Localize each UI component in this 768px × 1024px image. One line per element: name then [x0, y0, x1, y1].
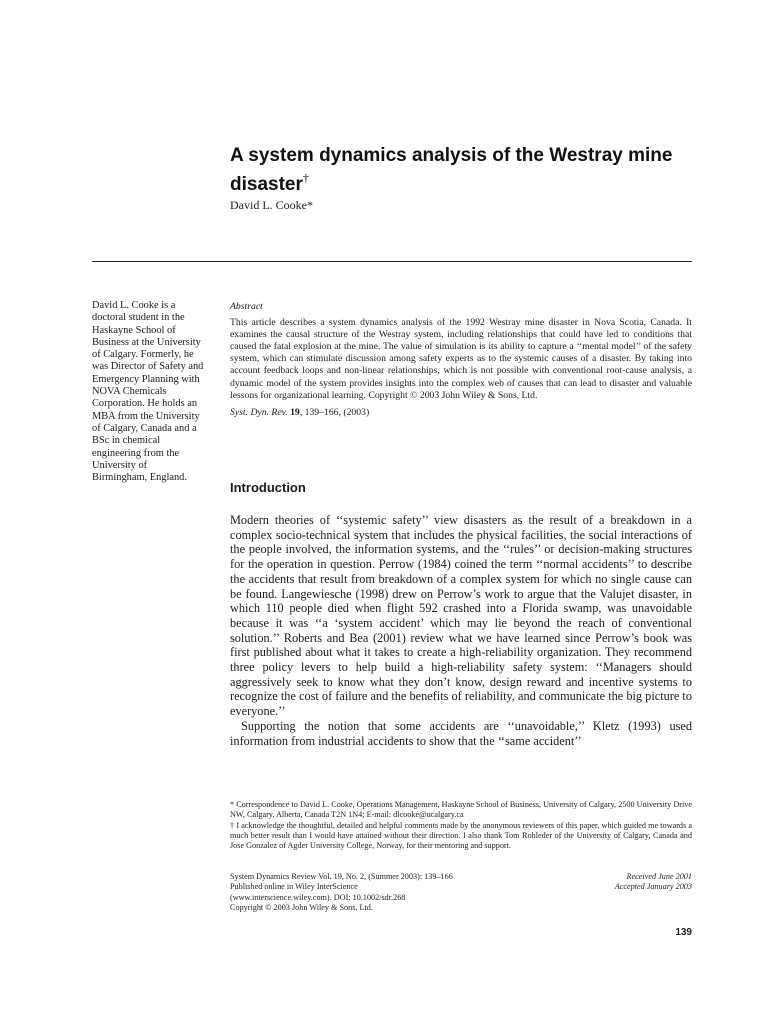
author-bio: David L. Cooke is a doctoral student in the Haskayne School of Business at the University of Calgary. Formerly, he was Director of Safety and Emergency Planning with NOVA Chemicals Corporation. He holds an MBA from the University of Calgary, Canada and a BSc in chemical engineering from the University of Birmingham, England.	[92, 300, 204, 484]
header-rule	[92, 261, 692, 262]
pubinfo-line: System Dynamics Review Vol. 19, No. 2, (Summer 2003): 139–166	[230, 872, 453, 881]
article-title	[230, 145, 700, 196]
pubinfo-line: Published online in Wiley InterScience	[230, 882, 358, 892]
body-paragraph: Modern theories of ‘‘systemic safety’’ view disasters as the result of a breakdown in a complex socio-technical system that includes the physical facilities, the social interactions of the people involved, the information systems, and the ‘‘rules’’ or decision-making structures for the operation in question. Perrow (1984) coined the term ‘‘normal accidents’’ to describe the accidents that result from breakdown of a complex system for which no single cause can be found. Langewiesche (1998) drew on Perrow’s work to argue that the Valujet disaster, in which 110 people died when flight 592 crashed into a Florida swamp, was unavoidable because it was ‘‘a ‘system accident’ which may lie beyond the reach of conventional solution.’’ Roberts and Bea (2001) review what we have learned since Perrow’s book was first published about what it takes to create a high-reliability organization. They recommend three policy levers to help build a high-reliability safety system: ‘‘Managers should aggressively seek to know what they don’t know, design reward and incentive systems to recognize the cost of failure and the benefits of reliability, and communicate the big picture to everyone.’’	[230, 513, 692, 719]
title-footnote-mark: †	[302, 171, 309, 185]
publication-info	[230, 872, 530, 913]
footnote-acknowledgement: † I acknowledge the thoughtful, detailed and helpful comments made by the anonymous reviewers of this paper, which guided me towards a much better result than I would have attained without their direction. I also thank Tom Rohleder of the University of Calgary, Canada and Jose Gonzalez of Agder University College, Norway, for their mentoring and support.	[230, 820, 692, 851]
received-date: Received June 2001	[626, 872, 692, 881]
title-text: A system dynamics analysis of the Westray mine disaster	[230, 145, 673, 195]
footnote-correspondence: * Correspondence to David L. Cooke, Operations Management, Haskayne School of Business, University of Calgary, 2500 University Drive NW, Calgary, Alberta, Canada T2N 1N4; E-mail: dlcooke@ucalgary.ca	[230, 800, 692, 820]
abstract-citation	[230, 407, 692, 419]
page-number: 139	[675, 927, 692, 938]
citation-journal: Syst. Dyn. Rev.	[230, 406, 288, 418]
body-text	[230, 513, 692, 748]
abstract-text: This article describes a system dynamics analysis of the 1992 Westray mine disaster in Nova Scotia, Canada. It examines the causal structure of the Westray system, including relationships that could have led to conditions that caused the fatal explosion at the mine. The value of simulation is its ability to capture a ‘‘mental model’’ of the safety system, which can stimulate discussion among safety experts as to the systemic causes of a disaster. By taking into account feedback loops and non-linear relationships, which is not possible with conventional root-cause analysis, a dynamic model of the system provides insights into the complex web of causes that can lead to disaster and valuable lessons for organizational learning. Copyright © 2003 John Wiley & Sons, Ltd.	[230, 317, 692, 401]
body-paragraph: Supporting the notion that some accidents are ‘‘unavoidable,’’ Kletz (1993) used information from industrial accidents to show that the ‘‘same accident’’	[230, 718, 692, 748]
pubinfo-line: Copyright © 2003 John Wiley & Sons, Ltd.	[230, 902, 373, 912]
abstract-label: Abstract	[230, 301, 263, 312]
received-dates	[500, 872, 692, 893]
citation-pages: , 139–166, (2003)	[299, 406, 370, 418]
author-name: David L. Cooke*	[230, 198, 313, 212]
footnotes	[230, 800, 692, 851]
citation-volume: 19	[290, 406, 300, 418]
pubinfo-line: (www.interscience.wiley.com). DOI: 10.1002/sdr.268	[230, 892, 406, 902]
accepted-date: Accepted January 2003	[614, 882, 692, 892]
abstract-block	[230, 301, 692, 419]
section-heading: Introduction	[230, 480, 306, 495]
